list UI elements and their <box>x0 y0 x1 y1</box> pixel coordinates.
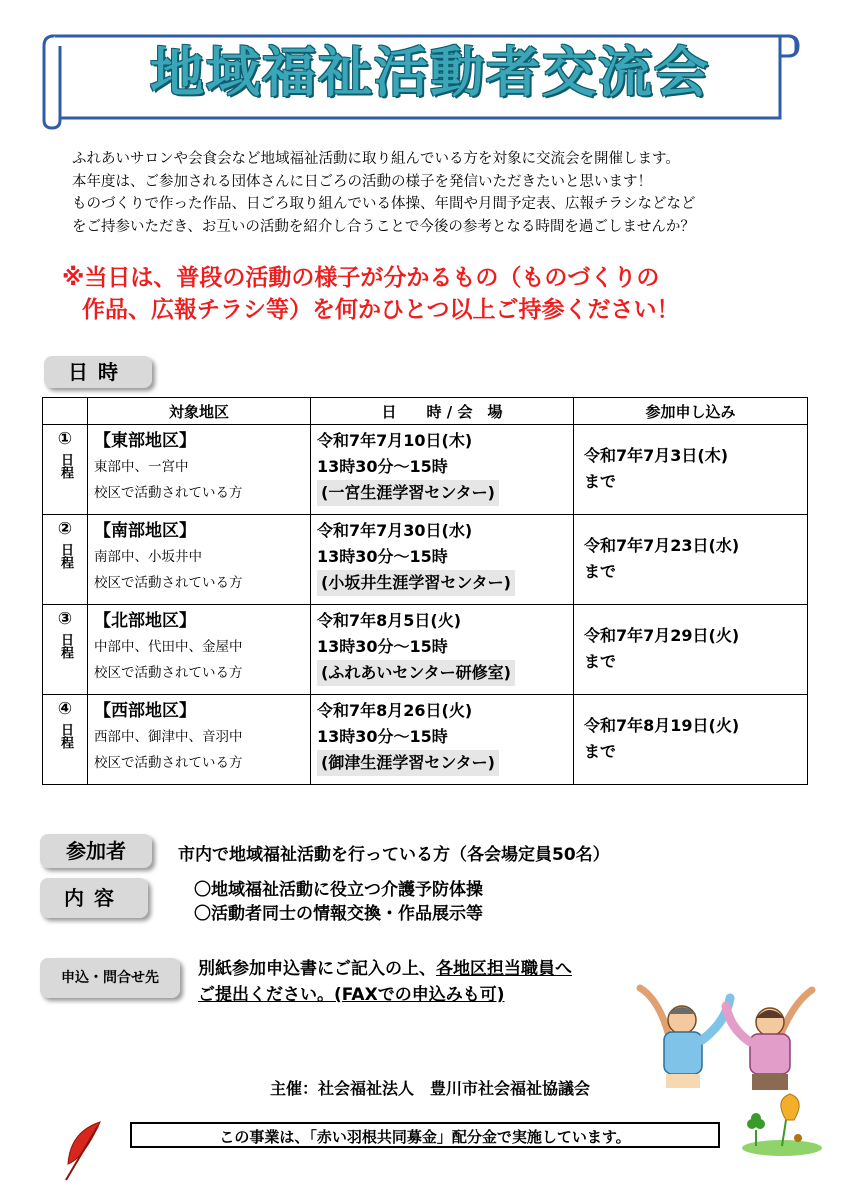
intro-line: ふれあいサロンや会食会など地域福祉活動に取り組んでいる方を対象に交流会を開催します。 <box>72 151 680 167</box>
area-name: 【南部地区】 <box>94 521 196 541</box>
intro-line: 本年度は、ご参加される団体さんに日ごろの活動の様子を発信いただきたいと思います！ <box>72 173 652 190</box>
notice-line: ※当日は、普段の活動の様子が分かるもの（ものづくりの <box>62 265 660 291</box>
event-time: 13時30分～15時 <box>317 457 448 476</box>
area-desc: 南部中、小坂井中 <box>94 549 202 565</box>
area-name: 【東部地区】 <box>94 431 196 451</box>
host-text: 主催：社会福祉法人 豊川市社会福祉協議会 <box>269 1079 590 1098</box>
area-name: 【西部地区】 <box>94 701 196 721</box>
datetime-label: 日時 <box>44 356 152 388</box>
row-number: ③ <box>57 609 73 629</box>
area-desc: 校区で活動されている方 <box>94 665 243 681</box>
row-vertical-label: 日程 <box>58 633 73 659</box>
area-desc: 校区で活動されている方 <box>94 755 243 771</box>
content-label: 内容 <box>40 878 148 918</box>
row-vertical-label: 日程 <box>58 543 73 569</box>
area-desc: 校区で活動されている方 <box>94 485 243 501</box>
deadline-date: 令和7年7月3日(木) <box>584 446 729 465</box>
row-number: ④ <box>57 699 73 719</box>
event-venue: (小坂井生涯学習センター) <box>317 570 515 596</box>
area-desc: 校区で活動されている方 <box>94 575 243 591</box>
intro-text <box>72 148 812 238</box>
participants-label: 参加者 <box>40 834 152 868</box>
deadline-until: まで <box>584 562 617 581</box>
deadline-until: まで <box>584 652 617 671</box>
event-venue: (御津生涯学習センター) <box>317 750 499 776</box>
apply-line: 別紙参加申込書にご記入の上、 <box>198 959 436 979</box>
event-date: 令和7年7月30日(水) <box>317 521 473 540</box>
event-time: 13時30分～15時 <box>317 547 448 566</box>
table-row <box>43 695 808 785</box>
row-vertical-label: 日程 <box>58 723 73 749</box>
event-time: 13時30分～15時 <box>317 637 448 656</box>
event-date: 令和7年8月5日(火) <box>317 611 462 630</box>
table-header <box>43 398 88 425</box>
footer-notice: この事業は、「赤い羽根共同募金」配分金で実施しています。 <box>130 1122 720 1148</box>
table-row <box>43 515 808 605</box>
area-desc: 西部中、御津中、音羽中 <box>94 729 243 745</box>
intro-line: ものづくりで作った作品、日ごろ取り組んでいる体操、年間や月間予定表、広報チラシなどなど <box>72 196 696 212</box>
table-header-row <box>43 398 808 425</box>
page-title: 地域福祉活動者交流会 <box>150 41 710 104</box>
content-item: 〇活動者同士の情報交換・作品展示等 <box>194 904 483 924</box>
event-date: 令和7年8月26日(火) <box>317 701 473 720</box>
table-header: 参加申し込み <box>574 398 808 425</box>
red-feather-icon <box>60 1118 104 1184</box>
notice-text <box>62 262 822 326</box>
apply-label: 申込・問合せ先 <box>40 958 180 998</box>
schedule-table <box>42 397 808 785</box>
area-desc: 中部中、代田中、金屋中 <box>94 639 243 655</box>
event-venue: (ふれあいセンター研修室) <box>317 660 515 686</box>
event-time: 13時30分～15時 <box>317 727 448 746</box>
table-row <box>43 425 808 515</box>
content-item: 〇地域福祉活動に役立つ介護予防体操 <box>194 880 483 900</box>
flower-icon <box>736 1090 826 1156</box>
deadline-until: まで <box>584 472 617 491</box>
table-header: 対象地区 <box>88 398 311 425</box>
table-header: 日 時 / 会 場 <box>311 398 574 425</box>
area-desc: 東部中、一宮中 <box>94 459 189 475</box>
apply-contact: 各地区担当職員へ <box>436 959 572 979</box>
row-vertical-label: 日程 <box>58 453 73 479</box>
exercise-illustration-icon <box>630 980 820 1090</box>
deadline-date: 令和7年7月29日(火) <box>584 626 740 645</box>
deadline-until: まで <box>584 742 617 761</box>
row-number: ① <box>57 429 73 449</box>
table-row <box>43 605 808 695</box>
event-venue: (一宮生涯学習センター) <box>317 480 499 506</box>
content-text <box>194 878 483 926</box>
row-number: ② <box>57 519 73 539</box>
event-date: 令和7年7月10日(木) <box>317 431 473 450</box>
deadline-date: 令和7年8月19日(火) <box>584 716 740 735</box>
apply-text <box>198 956 572 1008</box>
notice-line: 作品、広報チラシ等）を何かひとつ以上ご持参ください！ <box>82 297 680 323</box>
intro-line: をご持参いただき、お互いの活動を紹介し合うことで今後の参考となる時間を過ごしませんか？ <box>72 218 695 235</box>
area-name: 【北部地区】 <box>94 611 196 631</box>
apply-line: ご提出ください。(FAXでの申込みも可) <box>198 985 505 1005</box>
participants-text: 市内で地域福祉活動を行っている方（各会場定員50名） <box>178 845 610 865</box>
deadline-date: 令和7年7月23日(水) <box>584 536 740 555</box>
